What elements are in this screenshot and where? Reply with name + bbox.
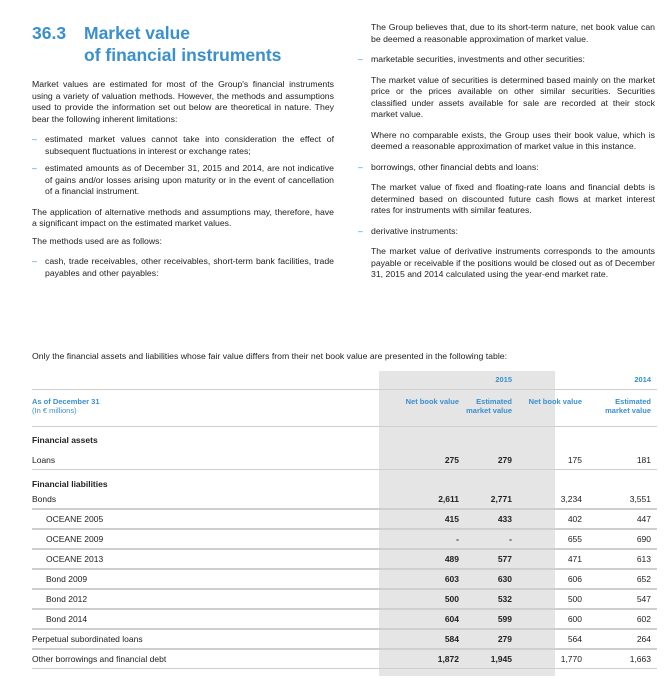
cell-value: 471 [567,554,582,564]
table-row [32,629,657,649]
cell-value: 532 [497,594,512,604]
section-title [32,22,332,66]
table-row [32,589,657,609]
cell-value: 275 [444,455,459,465]
cell-value: 652 [636,574,651,584]
securities-heading: – marketable securities, investments and other securities: [358,54,655,66]
title-line-1: Market value [84,23,191,43]
cell-value: 415 [444,514,459,524]
year-2014: 2014 [634,375,651,384]
year-rule [32,389,657,390]
year-2015: 2015 [495,375,512,384]
row-label: OCEANE 2005 [46,514,104,524]
cell-value: 500 [567,594,582,604]
cell-value: 690 [636,534,651,544]
borrowings-heading: – borrowings, other financial debts and loans: [358,162,655,174]
header-net-2015: Net book value [405,397,459,406]
cell-value: 599 [497,614,512,624]
cell-value: 175 [567,455,582,465]
row-label: Financial assets [32,435,98,445]
row-label: Bond 2012 [46,594,88,604]
cell-value: 606 [567,574,582,584]
cell-value: - [509,534,512,544]
cell-value: 602 [636,614,651,624]
securities-text: The market value of securities is determined based mainly on the market price or the prices available on other similar securities. Securities classified under assets available for sale are recorded at their stock market value. [371,74,655,119]
market-value-table [32,371,657,676]
table-row [32,649,657,669]
cell-value: 279 [497,634,512,644]
row-label: Bond 2009 [46,574,88,584]
cell-value: 447 [636,514,651,524]
intro-paragraph: Market values are estimated for most of the Group's financial instruments using a variety of valuation methods. However, the methods and assumptions used to provide the information set out below are theoretical in nature. They bear the following inherent limitations: [32,79,334,124]
row-label: OCEANE 2009 [46,534,104,544]
as-of-date: As of December 31 [32,397,100,406]
cell-value: 1,770 [560,654,582,664]
table-intro: Only the financial assets and liabilities whose fair value differs from their net book value are presented in the following table: [32,351,508,361]
row-label: Other borrowings and financial debt [32,654,167,664]
row-divider [32,609,657,610]
cash-heading: – cash, trade receivables, other receivables, short-term bank facilities, trade payables and other payables: [32,256,334,279]
securities-text-2: Where no comparable exists, the Group uses their book value, which is deemed a reasonable approximation of market value in this instance. [371,129,655,151]
cash-text: The Group believes that, due to its short-term nature, net book value can be deemed a reasonable approximation of market value. [371,22,655,44]
cell-value: 1,945 [490,654,512,664]
row-divider [32,649,657,650]
section-row [32,430,657,450]
row-divider [32,589,657,590]
table-row [32,549,657,569]
methods-paragraph: The methods used are as follows: [32,235,162,246]
table-row [32,489,657,509]
left-column [32,79,334,279]
cell-value: 630 [497,574,512,584]
as-of-label [32,397,100,415]
cell-value: 433 [497,514,512,524]
section-number: 36.3 [32,23,67,43]
table-row [32,609,657,629]
header-est-2015: Estimated market value [466,397,512,415]
row-label: OCEANE 2013 [46,554,104,564]
cell-value: 1,663 [629,654,651,664]
title-line-2: of financial instruments [84,45,282,65]
header-net-2014: Net book value [528,397,582,406]
cell-value: 2,611 [438,494,459,504]
cell-value: 564 [567,634,582,644]
header-est-2014: Estimated market value [605,397,651,415]
cell-value: 279 [497,455,512,465]
cell-value: 3,551 [629,494,651,504]
cell-value: 264 [636,634,651,644]
row-divider [32,529,657,530]
cell-value: 577 [497,554,512,564]
limitation-1: – estimated market values cannot take into consideration the effect of subsequent fluctuations in interest or exchange rates; [32,134,334,157]
row-label: Bonds [32,494,57,504]
cell-value: 603 [444,574,459,584]
table-row [32,450,657,470]
derivatives-heading: – derivative instruments: [358,226,655,238]
cell-value: 3,234 [560,494,582,504]
row-label: Bond 2014 [46,614,88,624]
row-label: Financial liabilities [32,479,108,489]
row-label: Loans [32,455,56,465]
alternative-paragraph: The application of alternative methods and assumptions may, therefore, have a significant impact on the estimated market values. [32,206,334,228]
row-divider [32,668,657,669]
cell-value: 489 [444,554,459,564]
cell-value: - [456,534,459,544]
cell-value: 402 [567,514,582,524]
cell-value: 1,872 [437,654,459,664]
row-divider [32,549,657,550]
cell-value: 613 [636,554,651,564]
row-divider [32,469,657,470]
unit-label: (In € millions) [32,406,77,415]
table-row [32,569,657,589]
row-divider [32,509,657,510]
borrowings-text: The market value of fixed and floating-rate loans and financial debts is determined based on discounted future cash flows at market interest rates for instruments with similar features. [371,182,655,215]
derivatives-text: The market value of derivative instruments corresponds to the amounts payable or receivable if the positions would be closed out as of December 31, 2015 and 2014 calculated using the year-end market rate. [371,246,655,279]
row-label: Perpetual subordinated loans [32,634,143,644]
cell-value: 600 [567,614,582,624]
cell-value: 547 [636,594,651,604]
header-rule [32,426,657,427]
cell-value: 181 [636,455,651,465]
table-row [32,509,657,529]
cell-value: 655 [567,534,582,544]
cell-value: 500 [444,594,459,604]
cell-value: 2,771 [490,494,512,504]
cell-value: 604 [444,614,459,624]
row-divider [32,569,657,570]
table-row [32,529,657,549]
right-column [358,22,655,281]
cell-value: 584 [444,634,459,644]
limitation-2: – estimated amounts as of December 31, 2015 and 2014, are not indicative of gains and/or losses arising upon maturity or in the event of cancellation of a financial instrument. [32,163,334,198]
row-divider [32,629,657,630]
